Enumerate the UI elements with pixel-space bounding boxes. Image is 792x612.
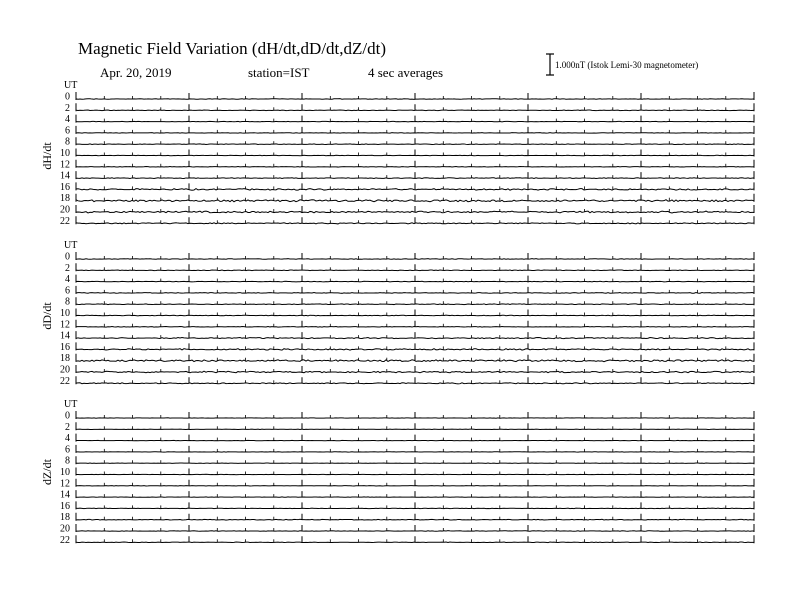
hour-label: 6	[65, 125, 70, 137]
hour-label: 16	[60, 341, 70, 353]
hour-label: 14	[60, 489, 70, 501]
hour-label: 4	[65, 274, 70, 286]
time-axis-label: UT	[64, 80, 78, 91]
hour-label: 2	[65, 102, 70, 114]
panel-dh-dt	[40, 80, 754, 227]
hour-label: 10	[60, 308, 70, 319]
hour-label: 0	[65, 91, 70, 103]
hour-label: 18	[60, 512, 70, 524]
hour-label: 0	[65, 410, 70, 422]
hour-label: 10	[60, 467, 70, 478]
hour-label: 20	[60, 523, 70, 535]
y-axis-label: dH/dt	[40, 142, 54, 170]
hour-label: 22	[60, 375, 70, 387]
scale-bar	[546, 54, 554, 75]
hour-label: 8	[65, 296, 70, 308]
date-label: Apr. 20, 2019	[100, 65, 172, 80]
hour-label: 16	[60, 500, 70, 512]
hour-label: 8	[65, 455, 70, 467]
hour-label: 8	[65, 136, 70, 148]
time-axis-label: UT	[64, 240, 78, 251]
time-axis-label: UT	[64, 399, 78, 410]
hour-label: 2	[65, 421, 70, 433]
panel-dz-dt	[40, 399, 754, 546]
panel-dd-dt	[40, 240, 754, 387]
hour-label: 16	[60, 181, 70, 193]
hour-label: 10	[60, 148, 70, 159]
scale-bar-label: 1.000nT (Istok Lemi-30 magnetometer)	[555, 60, 699, 70]
y-axis-label: dD/dt	[40, 302, 54, 330]
hour-label: 12	[60, 319, 70, 331]
hour-label: 0	[65, 251, 70, 263]
hour-label: 22	[60, 534, 70, 546]
hour-label: 20	[60, 204, 70, 216]
station-label: station=IST	[248, 65, 310, 80]
hour-label: 14	[60, 170, 70, 182]
hour-label: 12	[60, 478, 70, 490]
hour-label: 6	[65, 285, 70, 297]
hour-label: 6	[65, 444, 70, 456]
hour-label: 14	[60, 330, 70, 342]
hour-label: 4	[65, 433, 70, 445]
hour-label: 2	[65, 262, 70, 274]
hour-label: 4	[65, 114, 70, 126]
y-axis-label: dZ/dt	[40, 459, 54, 485]
hour-label: 18	[60, 353, 70, 365]
hour-label: 22	[60, 215, 70, 227]
chart-title: Magnetic Field Variation (dH/dt,dD/dt,dZ/dt)	[78, 39, 387, 58]
hour-label: 20	[60, 364, 70, 376]
averaging-label: 4 sec averages	[368, 65, 444, 80]
hour-label: 18	[60, 193, 70, 205]
hour-label: 12	[60, 159, 70, 171]
